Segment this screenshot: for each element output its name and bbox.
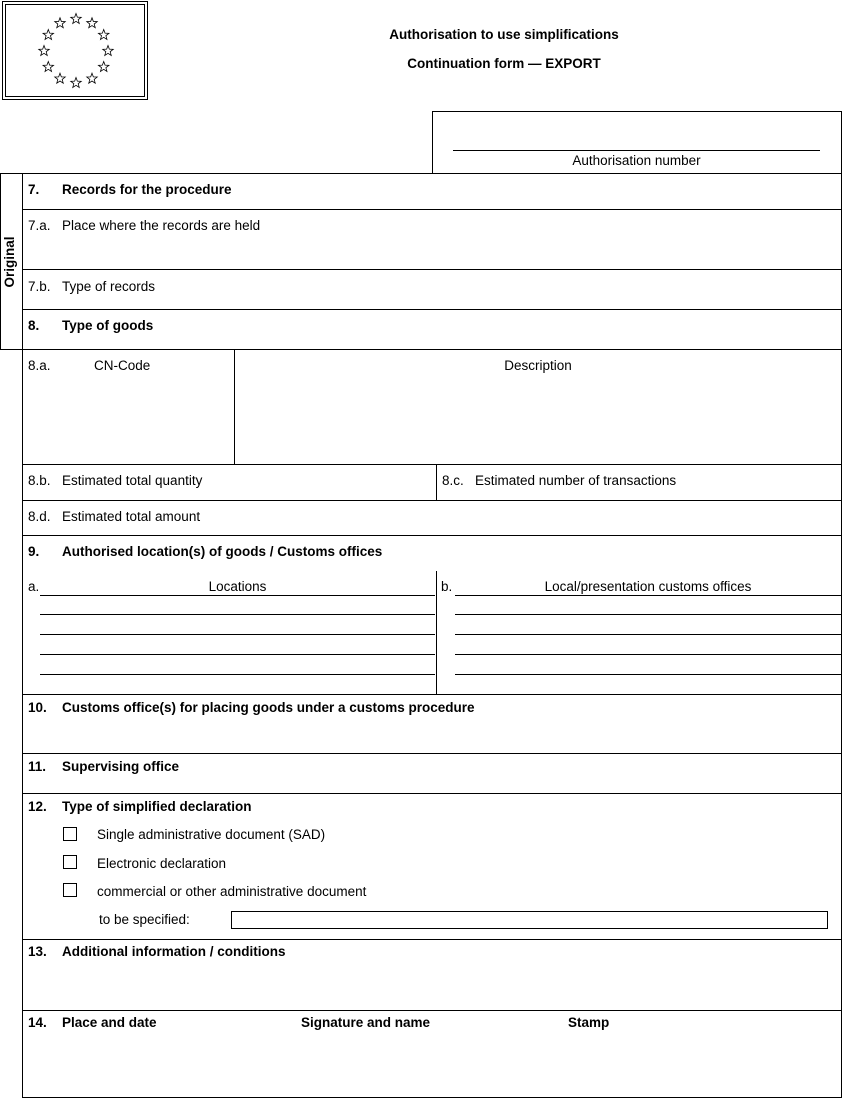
cn-code-header: CN-Code: [94, 358, 151, 373]
s8-label: Type of goods: [62, 318, 154, 333]
flag-star-icon: [55, 73, 65, 83]
locations-header: Locations: [208, 579, 267, 594]
s7b-number: 7.b.: [28, 279, 51, 294]
eu-flag-icon: [3, 2, 149, 101]
electronic-option-label: Electronic declaration: [97, 856, 227, 871]
s13-number: 13.: [28, 944, 47, 959]
office-line[interactable]: [455, 614, 841, 615]
offices-header: Local/presentation customs offices: [544, 579, 752, 594]
location-line[interactable]: [40, 595, 435, 596]
s8c-label: Estimated number of transactions: [475, 473, 677, 488]
s8-number: 8.: [28, 318, 40, 333]
s7a-label: Place where the records are held: [62, 218, 261, 233]
s8a-number: 8.a.: [28, 358, 51, 373]
flag-star-icon: [98, 30, 108, 40]
flag-star-icon: [55, 18, 65, 28]
s11-label: Supervising office: [62, 759, 180, 774]
s11-number: 11.: [28, 759, 47, 774]
s8b-label: Estimated total quantity: [62, 473, 203, 488]
flag-star-icon: [43, 62, 53, 72]
commercial-option-label: commercial or other administrative document: [97, 884, 367, 899]
s8c-number: 8.c.: [442, 473, 464, 488]
s8d-label: Estimated total amount: [62, 509, 201, 524]
commercial-document-checkbox[interactable]: [63, 883, 77, 897]
location-line[interactable]: [40, 654, 435, 655]
authorisation-number-line[interactable]: [453, 150, 820, 151]
eu-flag: [2, 1, 148, 100]
s9-number: 9.: [28, 544, 40, 559]
s13-label: Additional information / conditions: [62, 944, 286, 959]
flag-star-icon: [43, 30, 53, 40]
flag-star-icon: [87, 18, 97, 28]
s12-number: 12.: [28, 799, 47, 814]
s7a-number: 7.a.: [28, 218, 51, 233]
s9-label: Authorised location(s) of goods / Customs offices: [62, 544, 383, 559]
s8b-number: 8.b.: [28, 473, 51, 488]
s14-number: 14.: [28, 1015, 47, 1030]
office-line[interactable]: [455, 595, 841, 596]
flag-star-icon: [71, 14, 81, 24]
s9a-number: a.: [28, 579, 40, 594]
location-line[interactable]: [40, 614, 435, 615]
form-title: Authorisation to use simplifications: [389, 27, 619, 42]
original-label: Original: [2, 236, 17, 288]
flag-star-icon: [71, 78, 81, 88]
s7b-label: Type of records: [62, 279, 156, 294]
location-line[interactable]: [40, 674, 435, 675]
s10-number: 10.: [28, 700, 47, 715]
authorisation-number-label: Authorisation number: [572, 153, 701, 168]
office-line[interactable]: [455, 634, 841, 635]
s10-label: Customs office(s) for placing goods under a customs procedure: [62, 700, 475, 715]
office-line[interactable]: [455, 674, 841, 675]
sad-checkbox[interactable]: [63, 827, 77, 841]
flag-star-icon: [98, 62, 108, 72]
flag-star-icon: [87, 73, 97, 83]
specify-input[interactable]: [231, 911, 828, 929]
s9b-number: b.: [441, 579, 453, 594]
form-subtitle: Continuation form — EXPORT: [407, 56, 601, 71]
s8d-number: 8.d.: [28, 509, 51, 524]
signature-label: Signature and name: [301, 1015, 431, 1030]
stamp-label: Stamp: [568, 1015, 610, 1030]
s7-number: 7.: [28, 182, 40, 197]
location-line[interactable]: [40, 634, 435, 635]
place-date-label: Place and date: [62, 1015, 157, 1030]
sad-option-label: Single administrative document (SAD): [97, 827, 326, 842]
electronic-declaration-checkbox[interactable]: [63, 855, 77, 869]
office-line[interactable]: [455, 654, 841, 655]
s12-label: Type of simplified declaration: [62, 799, 252, 814]
specify-label: to be specified:: [99, 912, 190, 927]
flag-star-icon: [39, 46, 49, 56]
flag-star-icon: [103, 46, 113, 56]
s7-label: Records for the procedure: [62, 182, 232, 197]
description-header: Description: [504, 358, 572, 373]
